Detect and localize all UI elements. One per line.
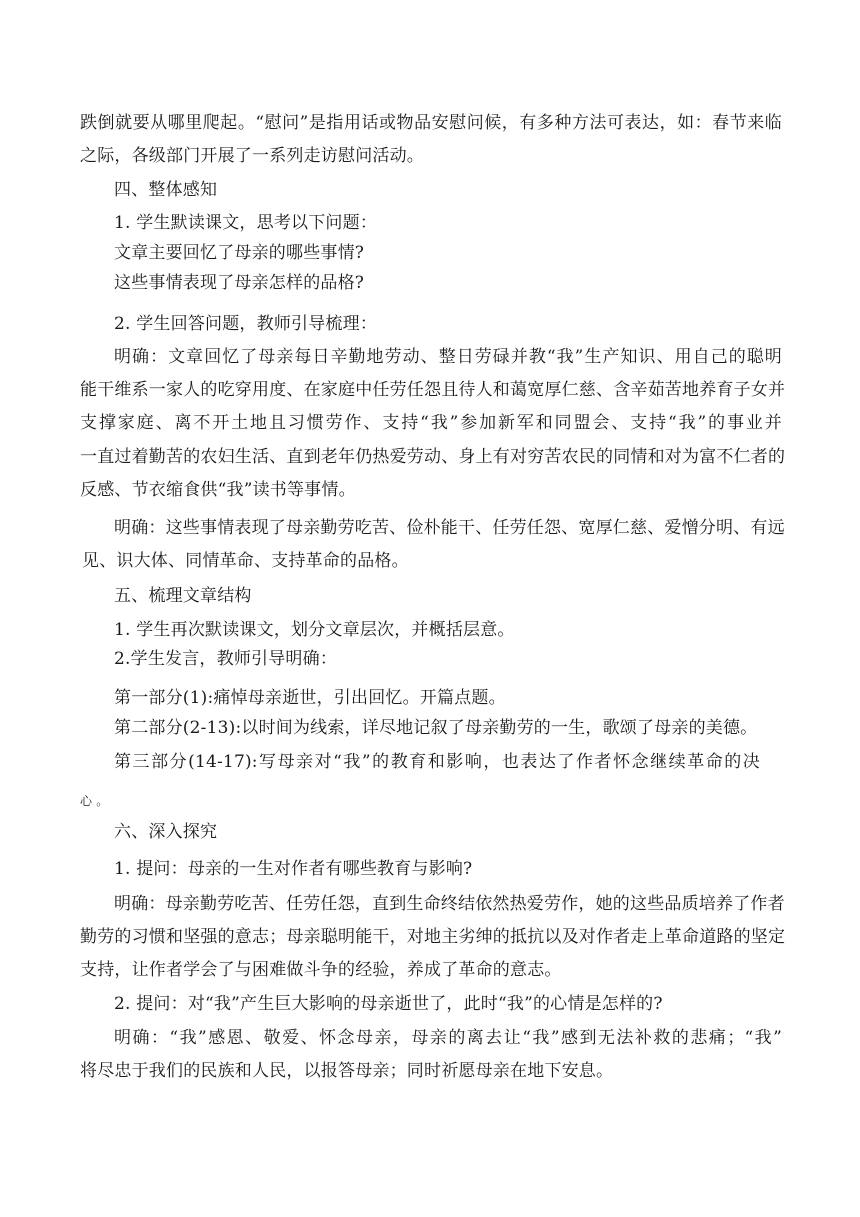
paragraph-line: 明确：这些事情表现了母亲勤劳吃苦、俭朴能干、任劳任怨、宽厚仁慈、爱憎分明、有远 <box>114 518 785 538</box>
paragraph-line: 明确：母亲勤劳吃苦、任劳任怨，直到生命终结依然热爱劳作，她的这些品质培养了作者 <box>114 894 785 914</box>
list-item: 2.学生发言，教师引导明确： <box>114 649 338 669</box>
paragraph-line: 之际，各级部门开展了一系列走访慰问活动。 <box>80 146 424 166</box>
paragraph-line: 明确：“我”感恩、敬爱、怀念母亲，母亲的离去让“我”感到无法补救的悲痛；“我” <box>114 1028 782 1048</box>
list-item: 2. 学生回答问题，教师引导梳理： <box>114 314 378 334</box>
list-item: 1. 学生再次默读课文，划分文章层次，并概括层意。 <box>114 620 515 640</box>
question-line: 文章主要回忆了母亲的哪些事情? <box>114 243 365 263</box>
paragraph-line: 见、识大体、同情革命、支持革命的品格。 <box>82 551 409 571</box>
structure-line: 第二部分(2-13):以时间为线索，详尽地记叙了母亲勤劳的一生，歌颂了母亲的美德。 <box>114 718 758 738</box>
paragraph-line: 跌倒就要从哪里爬起。“慰问”是指用话或物品安慰问候，有多种方法可表达，如：春节来临 <box>80 113 782 133</box>
question-line: 这些事情表现了母亲怎样的品格? <box>114 273 365 293</box>
list-item: 1. 提问：母亲的一生对作者有哪些教育与影响? <box>114 859 473 879</box>
paragraph-line: 支持，让作者学会了与困难做斗争的经验，养成了革命的意志。 <box>80 960 562 980</box>
paragraph-line: 能干维系一家人的吃穿用度、在家庭中任劳任怨且待人和蔼宽厚仁慈、含辛茹苦地养育子女并 <box>80 380 786 400</box>
section-heading: 五、梳理文章结构 <box>114 586 252 606</box>
section-heading: 六、深入探究 <box>114 822 218 842</box>
paragraph-line: 一直过着勤苦的农妇生活、直到老年仍热爱劳动、身上有对穷苦农民的同情和对为富不仁者的 <box>80 447 786 467</box>
list-item: 2. 提问：对“我”产生巨大影响的母亲逝世了，此时“我”的心情是怎样的? <box>114 994 663 1014</box>
structure-line: 第一部分(1):痛悼母亲逝世，引出回忆。开篇点题。 <box>114 688 506 708</box>
list-item: 1. 学生默读课文，思考以下问题： <box>114 213 378 233</box>
structure-line: 第三部分(14-17):写母亲对“我”的教育和影响，也表达了作者怀念继续革命的决 <box>114 752 760 772</box>
paragraph-line: 支撑家庭、离不开土地且习惯劳作、支持“我”参加新军和同盟会、支持“我”的事业并 <box>80 413 782 433</box>
paragraph-line: 心 。 <box>80 794 109 808</box>
section-heading: 四、整体感知 <box>114 180 218 200</box>
paragraph-line: 反感、节衣缩食供“我”读书等事情。 <box>80 480 356 500</box>
paragraph-line: 勤劳的习惯和坚强的意志；母亲聪明能干，对地主劣绅的抵抗以及对作者走上革命道路的坚定 <box>80 927 786 947</box>
paragraph-line: 明确：文章回忆了母亲每日辛勤地劳动、整日劳碌并教“我”生产知识、用自己的聪明 <box>114 347 782 367</box>
paragraph-line: 将尽忠于我们的民族和人民，以报答母亲；同时祈愿母亲在地下安息。 <box>80 1061 614 1081</box>
